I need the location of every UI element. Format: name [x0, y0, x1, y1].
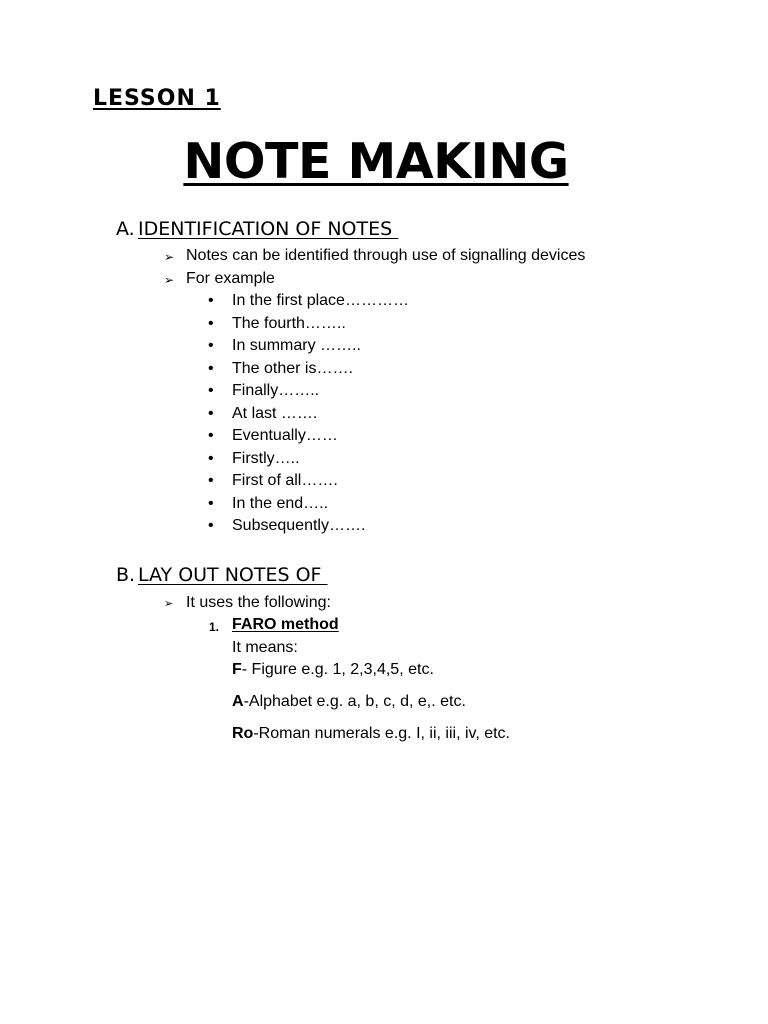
- section-a-heading: [116, 218, 616, 244]
- example-item: In the first place…………: [232, 292, 409, 309]
- example-item: In the end…..: [232, 495, 329, 512]
- example-item: Finally……..: [232, 382, 320, 399]
- faro-item-a: [232, 693, 466, 711]
- section-b-heading: [116, 564, 616, 590]
- section-a-point: For example: [186, 270, 275, 287]
- dot-bullet-icon: •: [208, 450, 214, 467]
- lesson-label: LESSON 1: [93, 86, 221, 111]
- dot-bullet-icon: •: [208, 315, 214, 332]
- faro-desc: -Alphabet e.g. a, b, c, d, e,. etc.: [243, 693, 466, 710]
- section-b-letter: B.: [116, 564, 136, 586]
- example-item: At last …….: [232, 405, 318, 422]
- example-item: The other is…….: [232, 360, 353, 377]
- dot-bullet-icon: •: [208, 382, 214, 399]
- faro-desc: -Roman numerals e.g. I, ii, iii, iv, etc.: [253, 725, 510, 742]
- example-item: In summary ……..: [232, 337, 361, 354]
- section-a-letter: A.: [116, 218, 135, 240]
- dot-bullet-icon: •: [208, 405, 214, 422]
- dot-bullet-icon: •: [208, 427, 214, 444]
- faro-desc: - Figure e.g. 1, 2,3,4,5, etc.: [241, 661, 434, 678]
- example-item: Firstly…..: [232, 450, 300, 467]
- faro-item-f: [232, 661, 434, 679]
- method-number: 1.: [209, 620, 220, 634]
- dot-bullet-icon: •: [208, 360, 214, 377]
- small-arrow-bullet-icon: ➢: [164, 598, 174, 610]
- example-item: Subsequently…….: [232, 517, 366, 534]
- section-b-point: It uses the following:: [186, 594, 331, 611]
- section-b-title: LAY OUT NOTES OF: [138, 564, 328, 586]
- example-item: The fourth……..: [232, 315, 346, 332]
- dot-bullet-icon: •: [208, 472, 214, 489]
- dot-bullet-icon: •: [208, 495, 214, 512]
- dot-bullet-icon: •: [208, 517, 214, 534]
- faro-key: A: [232, 693, 244, 710]
- faro-item-ro: [232, 725, 510, 743]
- page-title: NOTE MAKING: [183, 133, 569, 190]
- method-means: It means:: [232, 639, 298, 656]
- example-item: Eventually……: [232, 427, 338, 444]
- example-item: First of all…….: [232, 472, 338, 489]
- dot-bullet-icon: •: [208, 292, 214, 309]
- faro-key: F: [232, 661, 242, 678]
- dot-bullet-icon: •: [208, 337, 214, 354]
- arrow-bullet-icon: ➢: [164, 250, 175, 264]
- section-a-point: Notes can be identified through use of signalling devices: [186, 247, 586, 264]
- method-title: FARO method: [232, 616, 339, 633]
- section-a-title: IDENTIFICATION OF NOTES: [138, 218, 399, 240]
- faro-key: Ro: [232, 725, 254, 742]
- arrow-bullet-icon: ➢: [164, 273, 175, 287]
